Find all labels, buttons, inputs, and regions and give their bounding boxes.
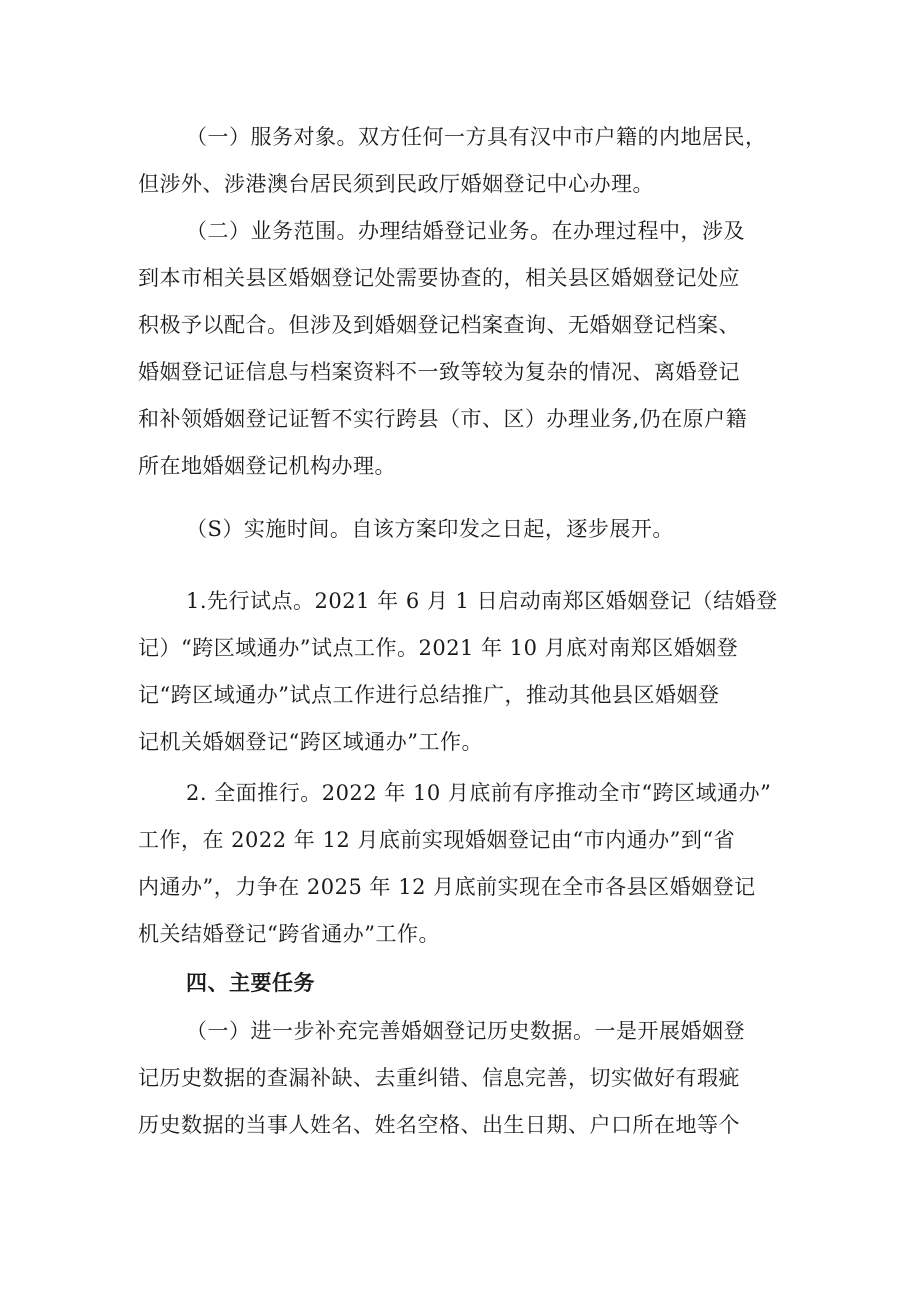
text-line: 到本市相关县区婚姻登记处需要协查的，相关县区婚姻登记处应 bbox=[138, 266, 740, 290]
text-line: 1.先行试点。2021 年 6 月 1 日启动南郑区婚姻登记（结婚登 bbox=[186, 589, 778, 613]
text-line: 婚姻登记证信息与档案资料不一致等较为复杂的情况、离婚登记 bbox=[138, 360, 740, 384]
text-line: 机关结婚登记“跨省通办”工作。 bbox=[138, 922, 440, 946]
text-line: 和补领婚姻登记证暂不实行跨县（市、区）办理业务,仍在原户籍 bbox=[138, 407, 748, 431]
text-line: 记）“跨区域通办”试点工作。2021 年 10 月底对南郑区婚姻登 bbox=[138, 636, 739, 660]
text-line: （一）进一步补充完善婚姻登记历史数据。一是开展婚姻登 bbox=[186, 1019, 745, 1043]
text-line: 内通办”，力争在 2025 年 12 月底前实现在全市各县区婚姻登记 bbox=[138, 875, 756, 899]
text-line: 2. 全面推行。2022 年 10 月底前有序推动全市“跨区域通办” bbox=[186, 781, 772, 805]
text-line: 历史数据的当事人姓名、姓名空格、出生日期、户口所在地等个 bbox=[138, 1113, 740, 1137]
text-line: 但涉外、涉港澳台居民须到民政厅婚姻登记中心办理。 bbox=[138, 172, 654, 196]
text-line: （S）实施时间。自该方案印发之日起，逐步展开。 bbox=[186, 517, 674, 541]
paragraph-service-scope bbox=[138, 114, 790, 208]
text-line: （一）服务对象。双方任何一方具有汉中市户籍的内地居民， bbox=[186, 125, 767, 149]
section-heading: 四、主要任务 bbox=[186, 971, 315, 995]
paragraph-historical-data bbox=[138, 1008, 790, 1149]
paragraph-full-rollout bbox=[138, 770, 790, 958]
text-line: 工作，在 2022 年 12 月底前实现婚姻登记由“市内通办”到“省 bbox=[138, 828, 736, 852]
text-line: 所在地婚姻登记机构办理。 bbox=[138, 454, 396, 478]
paragraph-pilot bbox=[138, 578, 790, 766]
text-line: 记“跨区域通办”试点工作进行总结推广，推动其他县区婚姻登 bbox=[138, 683, 720, 707]
text-line: 积极予以配合。但涉及到婚姻登记档案查询、无婚姻登记档案、 bbox=[138, 313, 740, 337]
paragraph-business-range bbox=[138, 208, 790, 490]
text-line: 记机关婚姻登记“跨区域通办”工作。 bbox=[138, 730, 483, 754]
text-line: （二）业务范围。办理结婚登记业务。在办理过程中，涉及 bbox=[186, 219, 745, 243]
text-line: 记历史数据的查漏补缺、去重纠错、信息完善，切实做好有瑕疵 bbox=[138, 1066, 740, 1090]
paragraph-implementation-time bbox=[138, 506, 790, 553]
